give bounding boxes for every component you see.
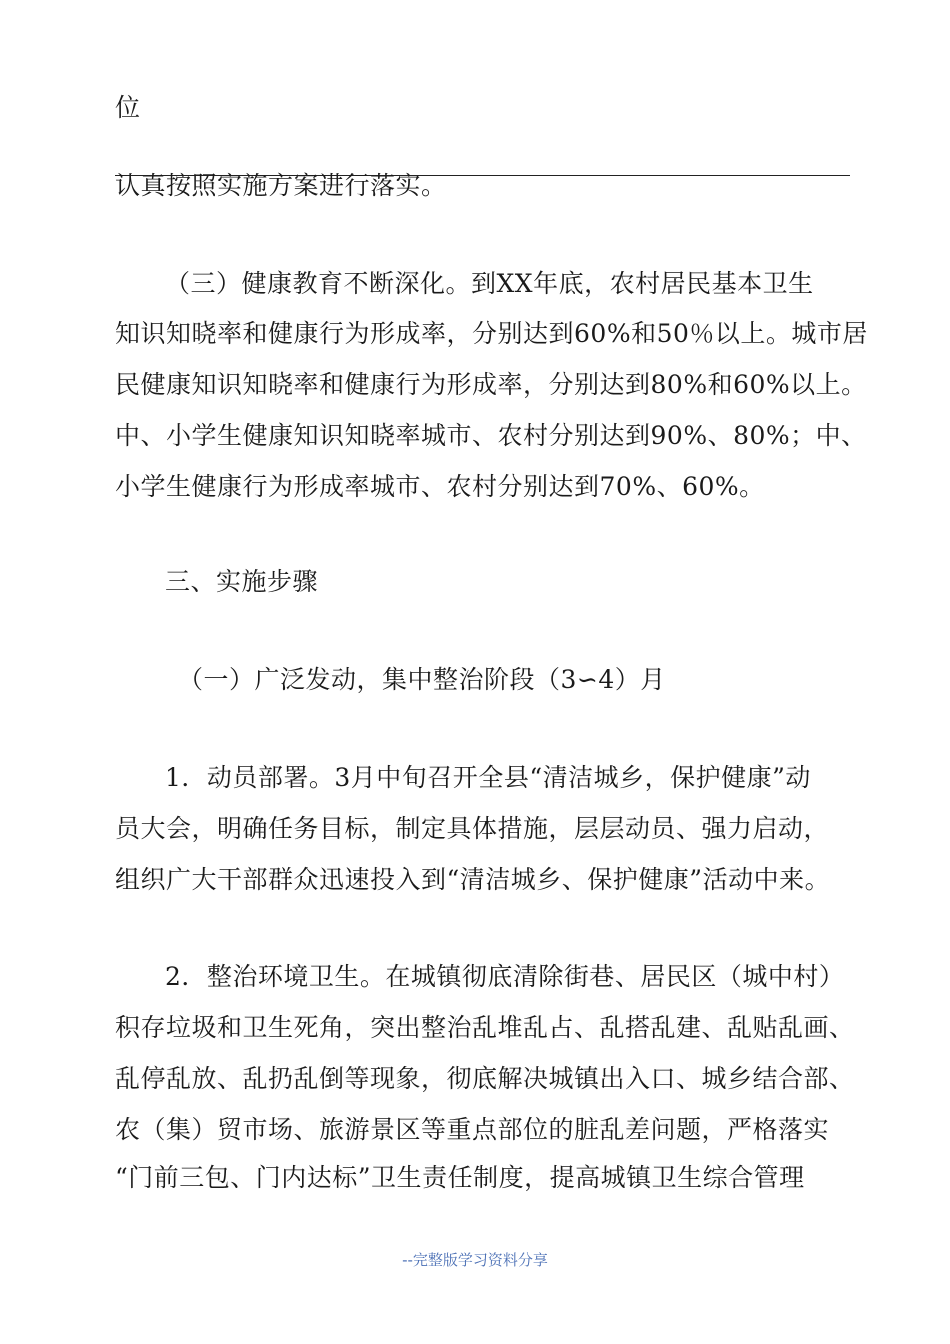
text-line-5: 民健康知识知晓率和健康行为形成率，分别达到80%和60%以上。 [115,370,867,399]
text-line-12: 组织广大干部群众迅速投入到“清洁城乡、保护健康”活动中来。 [115,865,831,894]
section-heading: 三、实施步骤 [165,567,319,596]
text-line-2: 认真按照实施方案进行落实。 [115,171,447,200]
text-line-13: 2．整治环境卫生。在城镇彻底清除街巷、居民区（城中村） [165,962,845,991]
text-line-7: 小学生健康行为形成率城市、农村分别达到70%、60%。 [115,472,765,501]
text-line-11: 员大会，明确任务目标，制定具体措施，层层动员、强力启动， [115,814,830,843]
text-line-1: 位 [115,93,141,122]
subsection-heading: （一）广泛发动，集中整治阶段（3∽4）月 [178,665,666,694]
footer-text: --完整版学习资料分享 [402,1251,548,1269]
text-line-4: 知识知晓率和健康行为形成率，分别达到60%和50％以上。城市居 [115,319,868,348]
text-line-6: 中、小学生健康知识知晓率城市、农村分别达到90%、80%；中、 [115,421,867,450]
text-line-17: “门前三包、门内达标”卫生责任制度，提高城镇卫生综合管理 [115,1163,805,1192]
text-line-15: 乱停乱放、乱扔乱倒等现象，彻底解决城镇出入口、城乡结合部、 [115,1064,855,1093]
text-line-10: 1．动员部署。3月中旬召开全县“清洁城乡，保护健康”动 [165,763,811,792]
text-line-3: （三）健康教育不断深化。到XX年底，农村居民基本卫生 [165,269,814,298]
text-line-16: 农（集）贸市场、旅游景区等重点部位的脏乱差问题，严格落实 [115,1115,830,1144]
text-line-14: 积存垃圾和卫生死角，突出整治乱堆乱占、乱搭乱建、乱贴乱画、 [115,1013,855,1042]
